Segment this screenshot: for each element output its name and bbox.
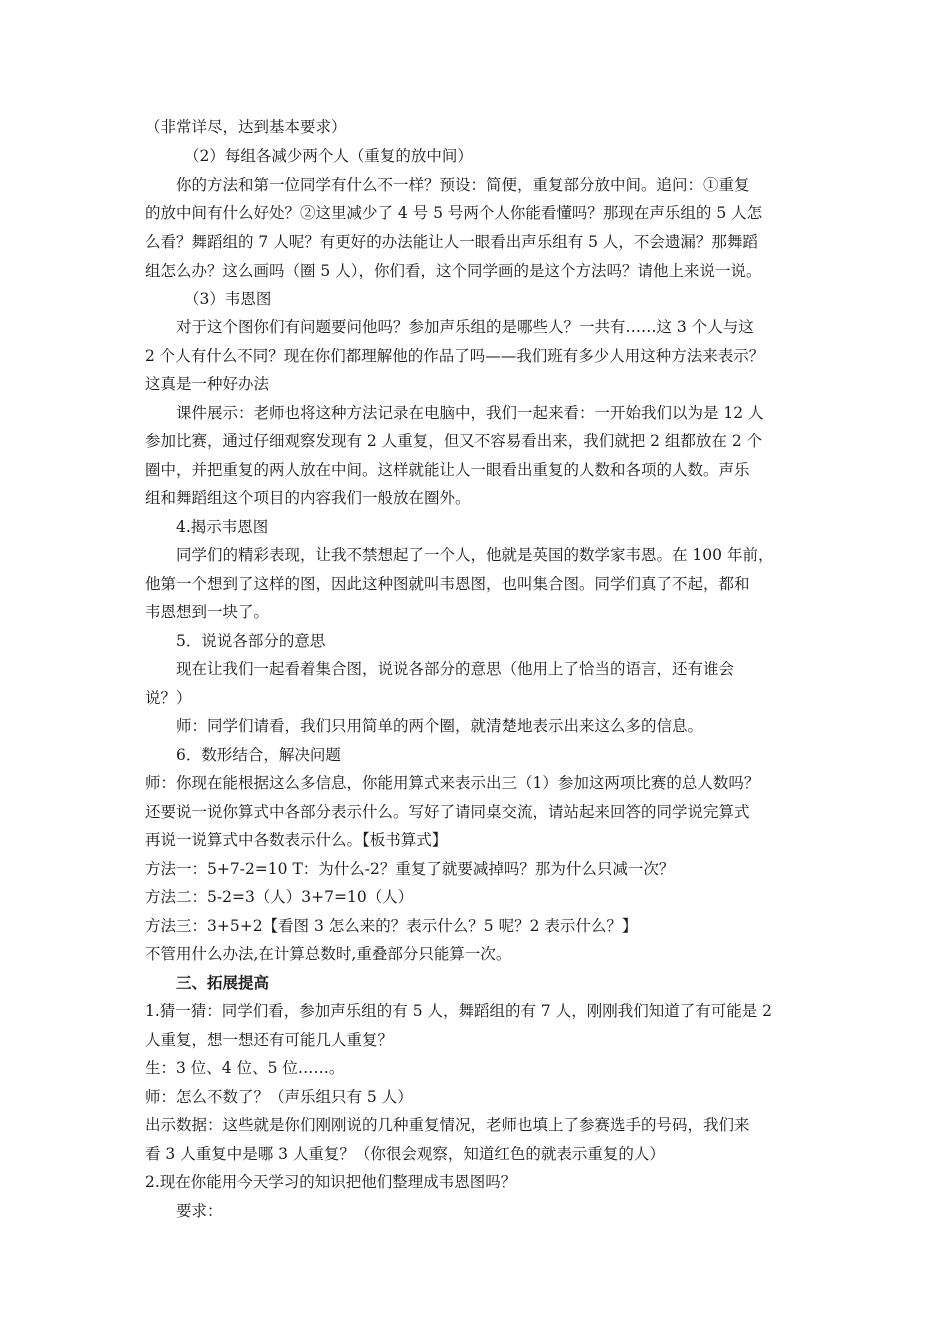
text-line: 再说一说算式中各数表示什么。【板书算式】	[145, 831, 448, 849]
text-line: 师：怎么不数了？（声乐组只有 5 人）	[145, 1088, 413, 1106]
section-heading: 6．数形结合，解决问题	[176, 746, 341, 764]
text-line: 对于这个图你们有问题要问他吗？参加声乐组的是哪些人？一共有……这 3 个人与这	[176, 318, 754, 336]
text-line: 韦恩想到一块了。	[145, 603, 270, 621]
text-line: 说？）	[145, 689, 192, 707]
text-line: 组和舞蹈组这个项目的内容我们一般放在圈外。	[145, 489, 471, 507]
section-heading: 5．说说各部分的意思	[176, 632, 326, 650]
text-line: 的放中间有什么好处？②这里减少了 4 号 5 号两个人你能看懂吗？那现在声乐组的 5 人怎	[145, 204, 763, 222]
text-line: 你的方法和第一位同学有什么不一样？预设：简便，重复部分放中间。追问：①重复	[176, 176, 750, 194]
text-line: 看 3 人重复中是哪 3 人重复？（你很会观察，知道红色的就表示重复的人）	[145, 1145, 665, 1163]
text-line: 还要说一说你算式中各部分表示什么。写好了请同桌交流，请站起来回答的同学说完算式	[145, 803, 750, 821]
section-heading: 4.揭示韦恩图	[176, 518, 269, 536]
text-line: 生：3 位、4 位、5 位……。	[145, 1059, 345, 1077]
text-line: 组怎么办？这么画吗（圈 5 人），你们看，这个同学画的是这个方法吗？请他上来说一说。	[145, 262, 762, 280]
text-line: 2 个人有什么不同？现在你们都理解他的作品了吗——我们班有多少人用这种方法来表示？	[145, 347, 765, 365]
text-line: 师：同学们请看，我们只用简单的两个圈，就清楚地表示出来这么多的信息。	[176, 717, 704, 735]
text-line: 方法二：5-2=3（人）3+7=10（人）	[145, 888, 414, 906]
text-line: 同学们的精彩表现，让我不禁想起了一个人，他就是英国的数学家韦恩。在 100 年前，	[176, 546, 774, 564]
text-line: 这真是一种好办法	[145, 375, 270, 393]
text-line: 方法一：5+7-2=10 T：为什么-2？重复了就要减掉吗？那为什么只减一次？	[145, 860, 675, 878]
section-heading: 三、拓展提高	[176, 973, 270, 992]
text-line: 师：你现在能根据这么多信息，你能用算式来表示出三（1）参加这两项比赛的总人数吗？	[145, 774, 760, 792]
text-line: 现在让我们一起看着集合图，说说各部分的意思（他用上了恰当的语言，还有谁会	[176, 660, 735, 678]
text-line: 人重复，想一想还有可能几人重复？	[145, 1031, 394, 1049]
text-line: （2）每组各减少两个人（重复的放中间）	[184, 147, 473, 165]
text-line: 课件展示：老师也将这种方法记录在电脑中，我们一起来看：一开始我们以为是 12 人	[176, 404, 764, 422]
text-line: 2.现在你能用今天学习的知识把他们整理成韦恩图吗？	[145, 1173, 517, 1191]
text-line: 1.猜一猜：同学们看，参加声乐组的有 5 人，舞蹈组的有 7 人，刚刚我们知道了有可能是 2	[145, 1002, 773, 1020]
text-line: 不管用什么办法,在计算总数时,重叠部分只能算一次。	[145, 945, 512, 963]
text-line: （3）韦恩图	[184, 290, 272, 308]
text-line: 圈中，并把重复的两人放在中间。这样就能让人一眼看出重复的人数和各项的人数。声乐	[145, 461, 750, 479]
text-line: 参加比赛，通过仔细观察发现有 2 人重复，但又不容易看出来，我们就把 2 组都放在 2 个	[145, 432, 763, 450]
text-line: 方法三：3+5+2【看图 3 怎么来的？表示什么？5 呢？2 表示什么？】	[145, 917, 638, 935]
text-line: 么看？舞蹈组的 7 人呢？有更好的办法能让人一眼看出声乐组有 5 人，不会遗漏？那舞蹈	[145, 233, 758, 251]
text-line: 出示数据：这些就是你们刚刚说的几种重复情况，老师也填上了参赛选手的号码，我们来	[145, 1116, 750, 1134]
text-line: （非常详尽，达到基本要求）	[145, 118, 347, 136]
text-line: 他第一个想到了这样的图，因此这种图就叫韦恩图，也叫集合图。同学们真了不起，都和	[145, 575, 750, 593]
text-line: 要求：	[176, 1202, 223, 1220]
